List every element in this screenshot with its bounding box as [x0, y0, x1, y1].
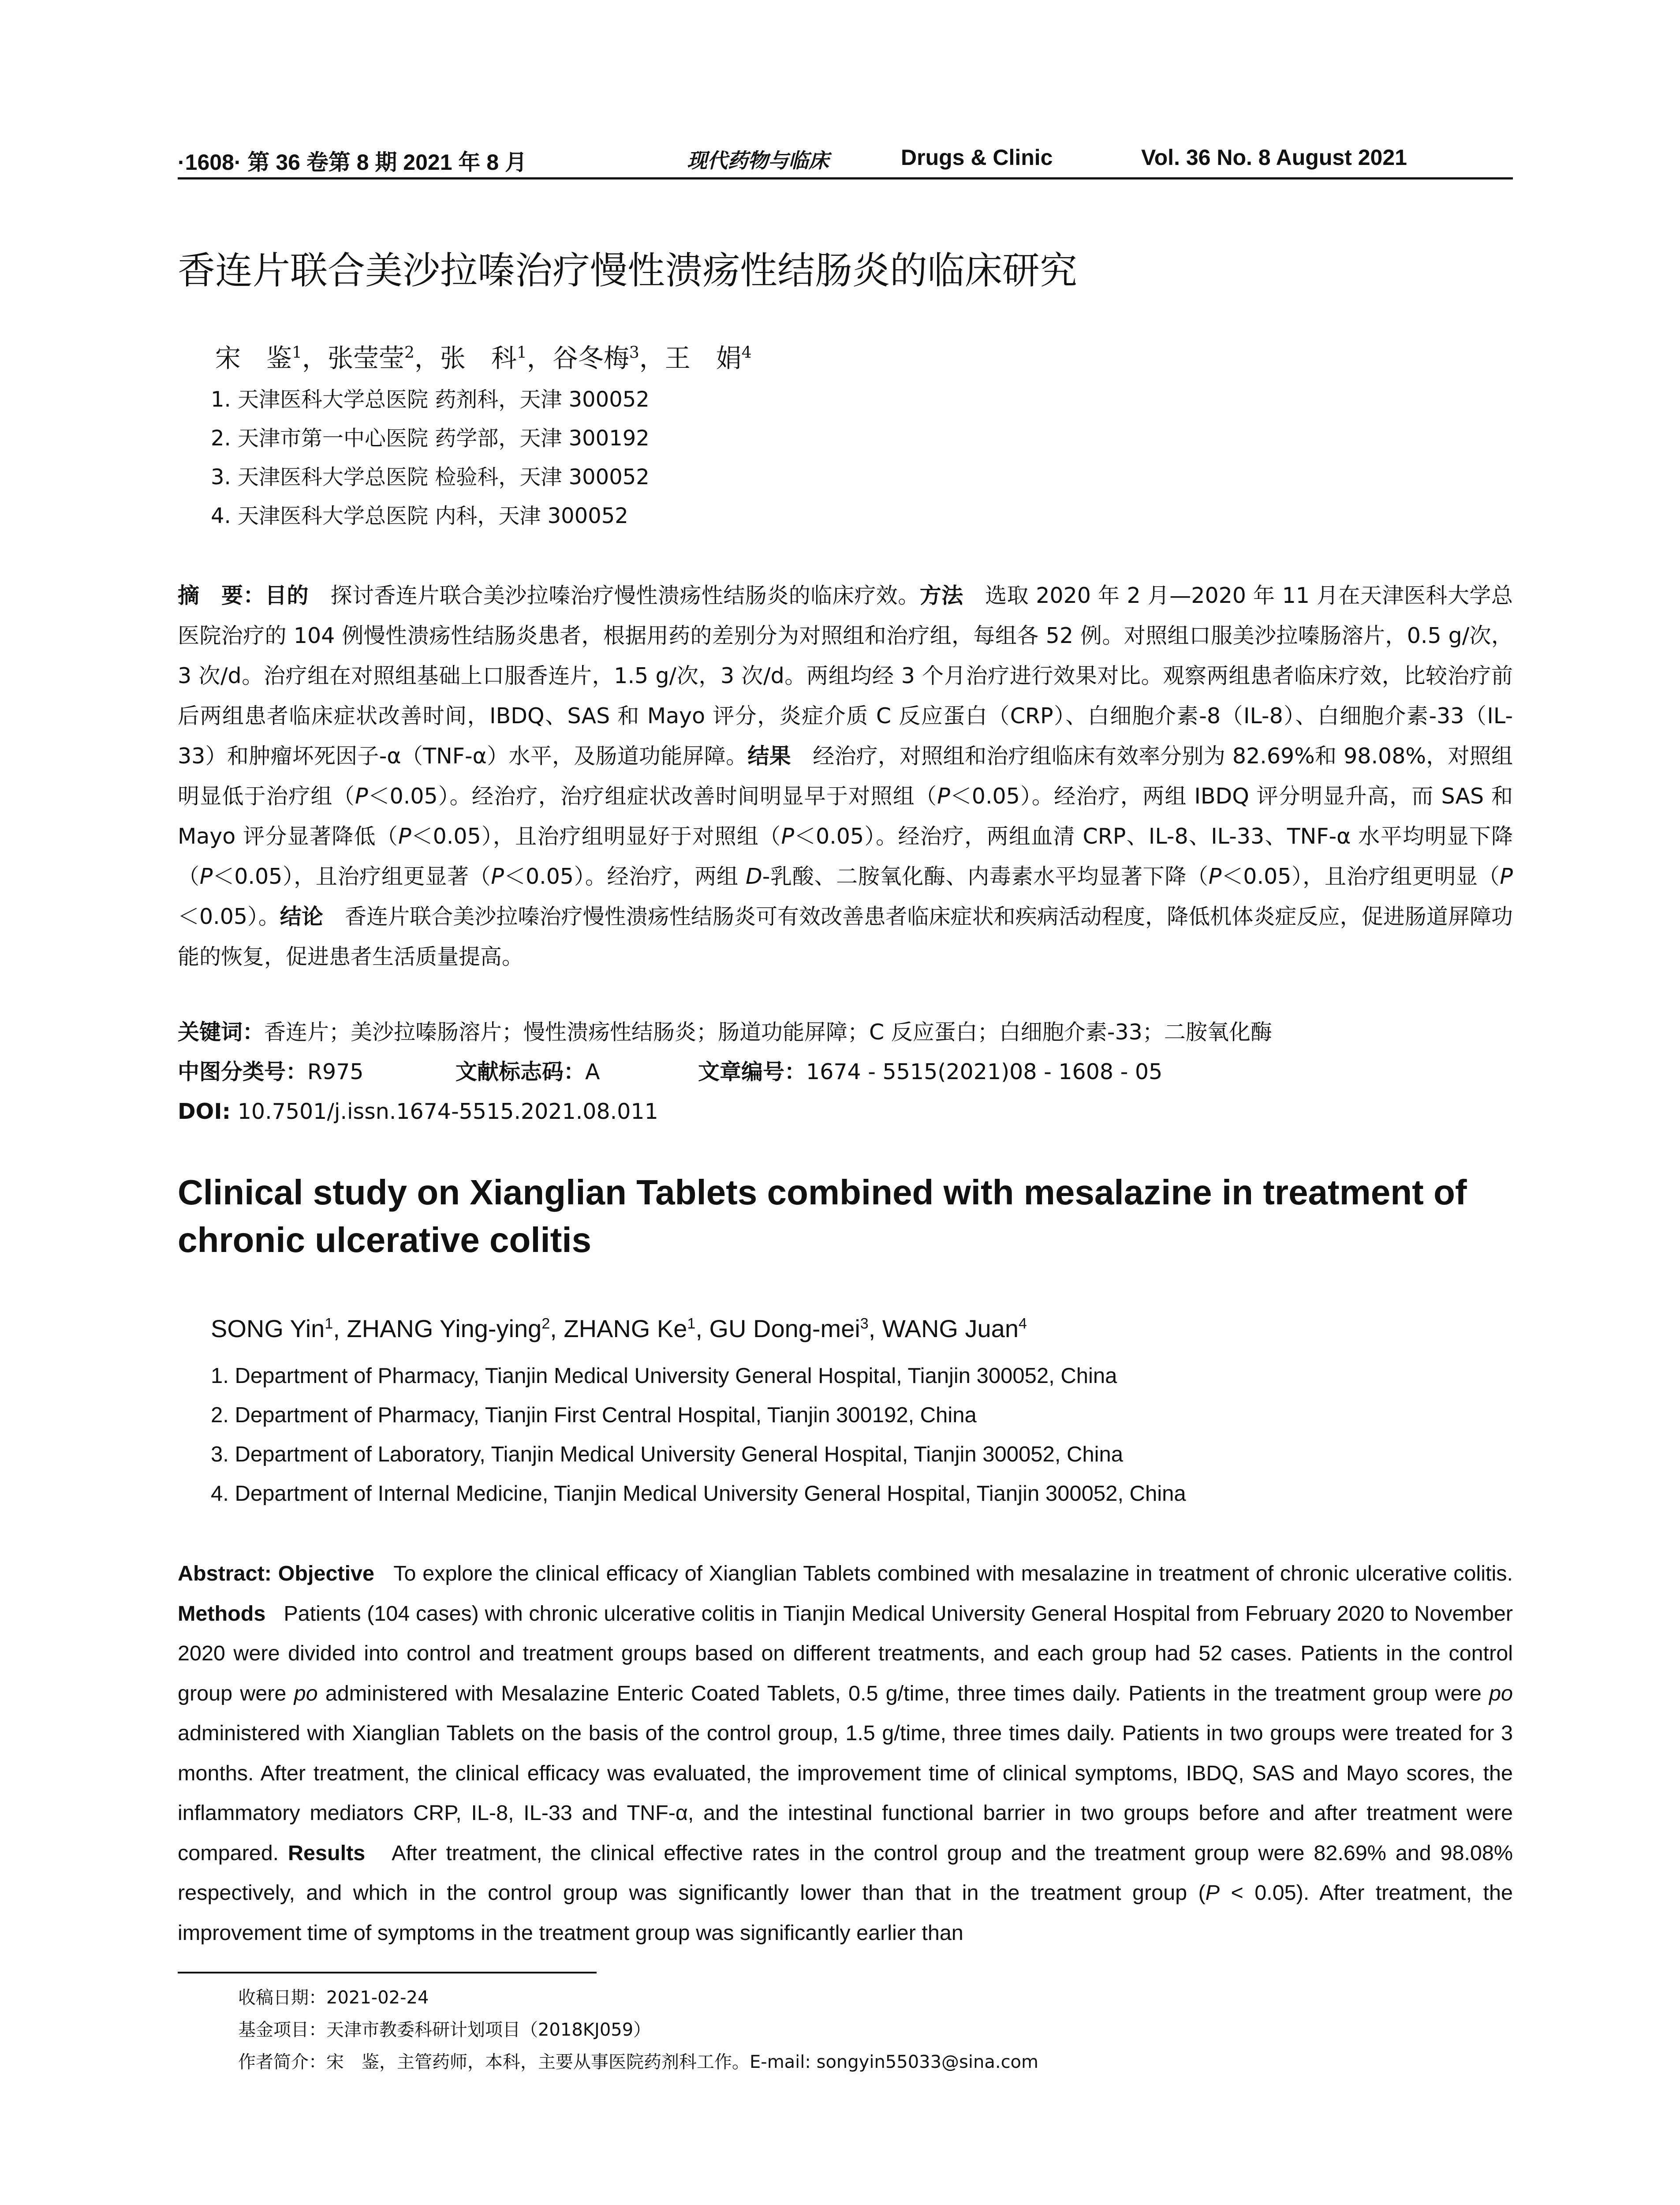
cn-results-text: ＜0.05）。	[178, 904, 280, 929]
header-volume-en: Vol. 36 No. 8 August 2021	[1141, 145, 1407, 170]
en-results-text: After treatment, the clinical effective rates in the control group and the treatment group were 82.69% and 98.08% respectively, and which in the control group was significantly lower than that in the treatment group (	[178, 1841, 1513, 1905]
footnote-fund: 基金项目：天津市教委科研计划项目（2018KJ059）	[238, 2020, 651, 2040]
doi-value: 10.7501/j.issn.1674-5515.2021.08.011	[237, 1099, 658, 1124]
article-no-label: 文章编号：	[698, 1059, 806, 1084]
p-symbol: P	[1208, 864, 1222, 889]
cn-results-label: 结果	[747, 744, 791, 769]
header-rule	[178, 177, 1513, 179]
cn-results-text: -乳酸、二胺氧化酶、内毒素水平均显著下降（	[762, 864, 1209, 889]
cn-abstract	[178, 576, 1513, 977]
cn-authors: 宋 鉴$^1$，张莹莹$^2$，张 科$^1$，谷冬梅$^3$，王 娟$^4$	[215, 343, 752, 373]
footnote-bio: 作者简介：宋 鉴，主管药师，本科，主要从事医院药剂科工作。E-mail: songyin55033@sina.com	[238, 2052, 1038, 2072]
cn-affiliation: 1. 天津医科大学总医院 药剂科，天津 300052	[211, 387, 650, 412]
p-symbol: P	[781, 824, 795, 849]
p-symbol: P	[355, 784, 368, 809]
en-author-sup: 4	[1018, 1315, 1027, 1332]
en-author-name: GU Dong-mei	[709, 1315, 860, 1342]
cn-author-name: 张莹莹	[327, 343, 404, 373]
d-prefix: D	[745, 864, 762, 889]
en-affiliation: 3. Department of Laboratory, Tianjin Medical University General Hospital, Tianjin 300052, China	[211, 1443, 1124, 1466]
cn-title: 香连片联合美沙拉嗪治疗慢性溃疡性结肠炎的临床研究	[178, 249, 1078, 293]
cn-author-sup: 1	[516, 344, 527, 362]
keywords-text: 香连片；美沙拉嗪肠溶片；慢性溃疡性结肠炎；肠道功能屏障；C 反应蛋白；白细胞介素-33；二胺氧化酶	[264, 1020, 1272, 1045]
cn-results-text: ＜0.05），且治疗组更显著（	[213, 864, 491, 889]
en-author-sup: 3	[860, 1315, 869, 1332]
footnote-rule	[178, 1972, 597, 1973]
cn-results-text: ＜0.05）。经治疗，两组 IBDQ 评分明显升高，而 SAS 和 Mayo 评分显著降低（	[178, 784, 1513, 849]
cn-author-sup: 2	[404, 344, 414, 362]
p-symbol: P	[937, 784, 950, 809]
cn-objective-text: 探讨香连片联合美沙拉嗪治疗慢性溃疡性结肠炎的临床疗效。	[330, 583, 920, 608]
cn-conclusion-label: 结论	[280, 904, 323, 929]
doi-label: DOI:	[178, 1099, 231, 1124]
cn-methods-text: 选取 2020 年 2 月—2020 年 11 月在天津医科大学总医院治疗的 104 例慢性溃疡性结肠炎患者，根据用药的差别分为对照组和治疗组，每组各 52 例。对照组口服美沙拉嗪肠溶片，0.5 g/次，3 次/d。治疗组在对照组基础上口服香连片，1.5 g/次，3 次/d。两组均经 3 个月治疗进行效果对比。观察两组患者临床疗效，比较治疗前后两组患者临床症状改善时间，IBDQ、SAS 和 Mayo 评分，炎症介质 C 反应蛋白（CRP）、白细胞介素-8（IL-8）、白细胞介素-33（IL-33）和肿瘤坏死因子-α（TNF-α）水平，及肠道功能屏障。	[178, 583, 1513, 769]
en-author-sup: 1	[325, 1315, 333, 1332]
cn-abstract-label: 摘 要：	[178, 583, 265, 608]
en-title: Clinical study on Xianglian Tablets combined with mesalazine in treatment of chronic ulcerative colitis	[178, 1173, 1467, 1259]
en-abstract	[178, 1554, 1513, 1953]
clc-value: R975	[307, 1059, 364, 1084]
header-journal-en: Drugs & Clinic	[901, 145, 1053, 170]
cn-results-text: 经治疗，对照组和治疗组临床有效率分别为 82.69%和 98.08%，对照组明显低于治疗组（	[178, 744, 1513, 809]
cn-affiliation: 3. 天津医科大学总医院 检验科，天津 300052	[211, 465, 650, 490]
en-author-name: ZHANG Ying-ying	[347, 1315, 542, 1342]
en-methods-label: Methods	[178, 1601, 266, 1626]
cn-author-name: 王 娟	[665, 343, 742, 373]
cn-results-text: ＜0.05）。经治疗，两组血清 CRP、IL-8、IL-33、TNF-α 水平均明显下降（	[178, 824, 1513, 889]
cn-methods-label: 方法	[919, 583, 963, 608]
en-objective-label: Objective	[278, 1562, 374, 1585]
clc-label: 中图分类号：	[178, 1059, 308, 1084]
p-symbol: P	[491, 864, 504, 889]
p-symbol: P	[1205, 1881, 1220, 1905]
cn-objective-label: 目的	[265, 583, 309, 608]
en-author-name: WANG Juan	[882, 1315, 1019, 1342]
en-author-sup: 2	[541, 1315, 550, 1332]
cn-author-sup: 1	[292, 344, 302, 362]
en-methods-text: administered with Mesalazine Enteric Coated Tablets, 0.5 g/time, three times daily. Patients in the treatment group were	[325, 1681, 1482, 1705]
footnote-received: 收稿日期：2021-02-24	[238, 1988, 429, 2008]
cn-classification	[178, 1052, 1513, 1092]
en-objective-text: To explore the clinical efficacy of Xianglian Tablets combined with mesalazine in treatment of chronic ulcerative colitis.	[393, 1562, 1513, 1585]
en-author-name: ZHANG Ke	[564, 1315, 687, 1342]
en-affiliation: 4. Department of Internal Medicine, Tianjin Medical University General Hospital, Tianjin 300052, China	[211, 1482, 1186, 1506]
cn-author-sup: 4	[741, 344, 752, 362]
p-symbol: P	[1500, 864, 1513, 889]
en-methods-text: Patients (104 cases) with chronic ulcerative colitis in Tianjin Medical University General Hospital from February 2020 to November 2020 were divided into control and treatment groups based on different treatments, and each group had 52 cases. Patients in the control group were	[178, 1601, 1513, 1705]
cn-author-name: 张 科	[440, 343, 517, 373]
cn-author-name: 谷冬梅	[552, 343, 629, 373]
cn-results-text: ＜0.05），且治疗组更明显（	[1221, 864, 1500, 889]
doc-code-label: 文献标志码：	[455, 1059, 586, 1084]
p-symbol: P	[398, 824, 411, 849]
en-author-sup: 1	[687, 1315, 696, 1332]
en-abstract-label: Abstract:	[178, 1562, 272, 1585]
article-no-value: 1674 - 5515(2021)08 - 1608 - 05	[806, 1059, 1163, 1084]
cn-author-sup: 3	[629, 344, 639, 362]
cn-doi	[178, 1091, 1513, 1132]
keywords-label: 关键词：	[178, 1020, 265, 1045]
header-page-info: ·1608· 第 36 卷第 8 期 2021 年 8 月	[178, 150, 527, 175]
cn-conclusion-text: 香连片联合美沙拉嗪治疗慢性溃疡性结肠炎可有效改善患者临床症状和疾病活动程度，降低机体炎症反应，促进肠道屏障功能的恢复，促进患者生活质量提高。	[178, 904, 1513, 969]
p-symbol: P	[199, 864, 213, 889]
cn-results-text: ＜0.05），且治疗组明显好于对照组（	[411, 824, 781, 849]
cn-author-name: 宋 鉴	[215, 343, 292, 373]
en-results-label: Results	[288, 1841, 366, 1865]
en-authors: SONG Yin$^1$, ZHANG Ying-ying$^2$, ZHANG Ke$^1$, GU Dong-mei$^3$, WANG Juan$^4$	[211, 1315, 1027, 1342]
cn-results-text: ＜0.05）。经治疗，治疗组症状改善时间明显早于对照组（	[368, 784, 937, 809]
po-term: po	[294, 1681, 318, 1705]
en-results-text: < 0.05). After treatment, the improvement time of symptoms in the treatment group was significantly earlier than	[178, 1881, 1513, 1945]
po-term: po	[1489, 1681, 1513, 1705]
en-author-name: SONG Yin	[211, 1315, 325, 1342]
en-affiliation: 2. Department of Pharmacy, Tianjin First Central Hospital, Tianjin 300192, China	[211, 1403, 977, 1427]
doc-code-value: A	[585, 1059, 600, 1084]
cn-keywords	[178, 1012, 1513, 1052]
en-methods-text: administered with Xianglian Tablets on the basis of the control group, 1.5 g/time, three times daily. Patients in two groups were treated for 3 months. After treatment, the clinical efficacy was evaluated, the improvement time of clinical symptoms, IBDQ, SAS and Mayo scores, the inflammatory mediators CRP, IL-8, IL-33 and TNF-α, and the intestinal functional barrier in two groups before and after treatment were compared.	[178, 1721, 1513, 1865]
running-header	[178, 140, 1513, 180]
header-journal-cn: 现代药物与临床	[687, 149, 829, 172]
cn-results-text: ＜0.05）。经治疗，两组	[504, 864, 746, 889]
cn-affiliation: 4. 天津医科大学总医院 内科，天津 300052	[211, 504, 628, 528]
en-affiliation: 1. Department of Pharmacy, Tianjin Medical University General Hospital, Tianjin 300052, China	[211, 1364, 1117, 1388]
cn-affiliation: 2. 天津市第一中心医院 药学部，天津 300192	[211, 426, 650, 451]
